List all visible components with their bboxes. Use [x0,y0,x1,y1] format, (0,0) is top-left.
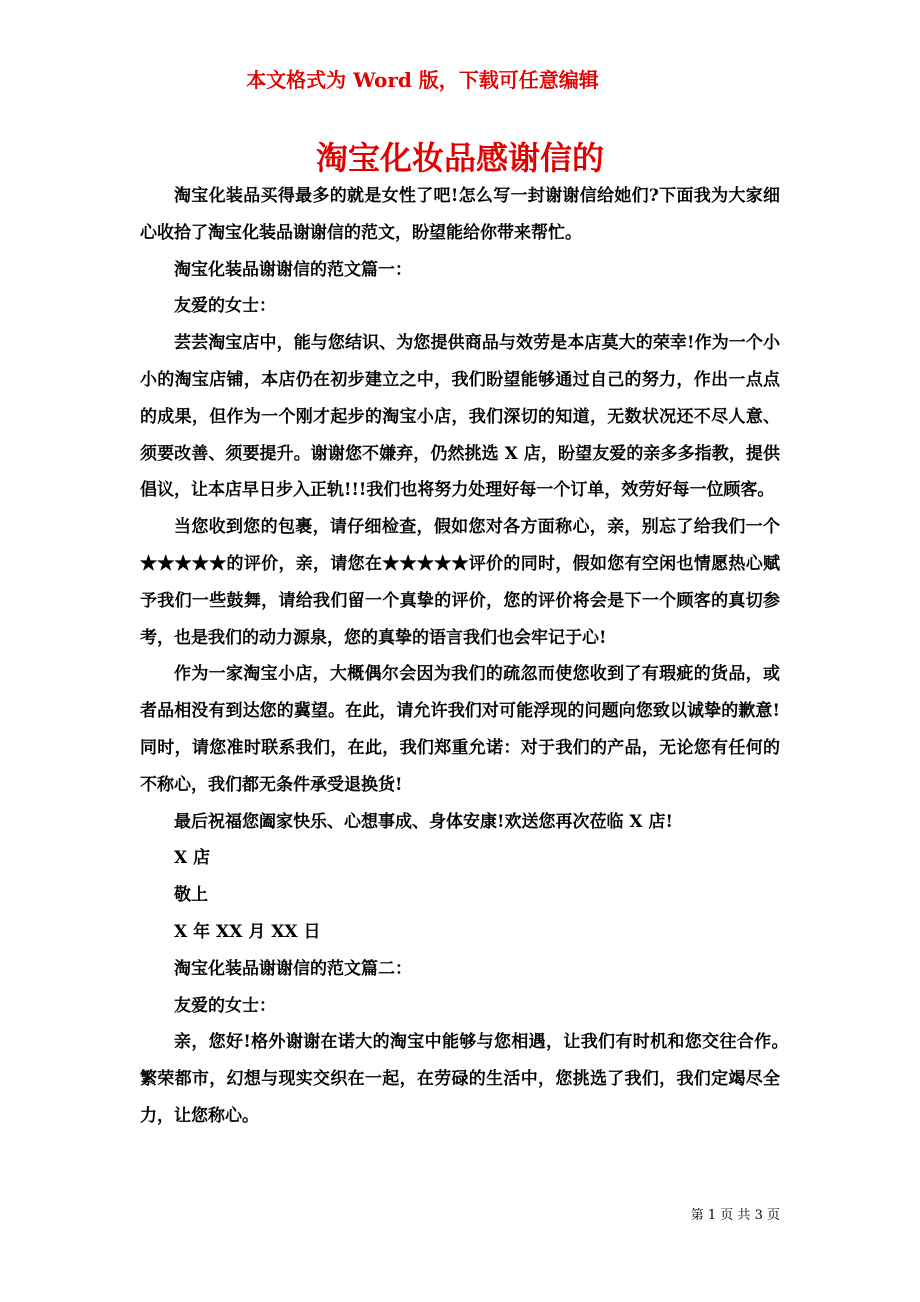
page-total: 3 [754,1208,763,1223]
page-suffix: 页 [766,1208,780,1223]
page-prefix: 第 [690,1208,704,1223]
paragraph-intro: 淘宝化装品买得最多的就是女性了吧!怎么写一封谢谢信给她们?下面我为大家细心收拾了淘宝化装品谢谢信的范文，盼望能给你带来帮忙。 [140,186,780,243]
format-notice-banner: 本文格式为 Word 版，下载可任意编辑 [246,68,599,92]
paragraph-body: 当您收到您的包裹，请仔细检查，假如您对各方面称心，亲，别忘了给我们一个★★★★★的评价，亲，请您在★★★★★评价的同时，假如您有空闲也情愿热心赋予我们一些鼓舞，请给我们留一个真挚的评价，您的评价将会是下一个顾客的真切参考，也是我们的动力源泉，您的真挚的语言我们也会牢记于心! [140,517,780,648]
document-title: 淘宝化妆品感谢信的 [315,139,604,177]
paragraph-body: 芸芸淘宝店中，能与您结识、为您提供商品与效劳是本店莫大的荣幸!作为一个小小的淘宝店铺，本店仍在初步建立之中，我们盼望能够通过自己的努力，作出一点点的成果，但作为一个刚才起步的淘宝小店，我们深切的知道，无数状况还不尽人意、须要改善、须要提升。谢谢您不嫌弃，仍然挑选 X 店，盼望友爱的亲多多指教，提供倡议，让本店早日步入正轨!!!我们也将努力处理好每一个订单，效劳好每一位顾客。 [140,333,780,501]
document-body [140,178,797,1135]
salutation: 友爱的女士： [174,995,276,1016]
signature-store: X 店 [174,848,211,869]
page-current: 1 [707,1208,717,1223]
page-mid: 页 共 [720,1208,751,1223]
heading-sample-two: 淘宝化装品谢谢信的范文篇二： [174,958,412,979]
heading-sample-one: 淘宝化装品谢谢信的范文篇一： [174,259,412,280]
paragraph-closing: 最后祝福您阖家快乐、心想事成、身体安康!欢送您再次莅临 X 店! [174,811,673,832]
salutation: 友爱的女士： [174,296,276,317]
paragraph-body: 亲，您好!格外谢谢在诺大的淘宝中能够与您相遇，让我们有时机和您交往合作。 繁荣都市，幻想与现实交织在一起，在劳碌的生活中，您挑选了我们，我们定竭尽全 力，让您称心。 [140,1032,797,1126]
signature-regards: 敬上 [174,885,208,906]
paragraph-body: 作为一家淘宝小店，大概偶尔会因为我们的疏忽而使您收到了有瑕疵的货品，或者品相没有到达您的冀望。在此，请允许我们对可能浮现的问题向您致以诚挚的歉意!同时，请您准时联系我们，在此，我们郑重允诺：对于我们的产品，无论您有任何的不称心，我们都无条件承受退换货! [140,664,780,795]
page-number-footer [691,1206,780,1226]
signature-date: X 年 XX 月 XX 日 [174,921,321,942]
